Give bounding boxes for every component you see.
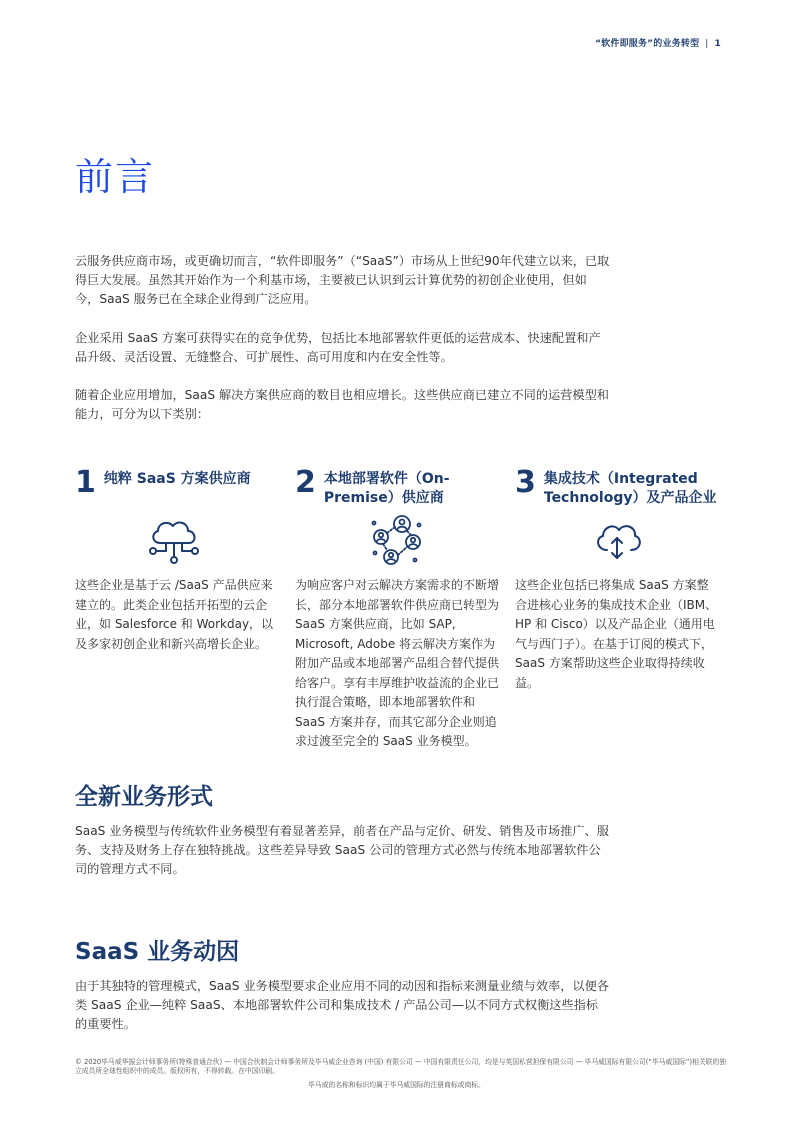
- category-2: [295, 465, 500, 512]
- category-1-text: 这些企业是基于云 /SaaS 产品供应来建立的。此类企业包括开拓型的云企业，如 Salesforce 和 Workday，以及多家初创企业和新兴高增长企业。: [75, 578, 274, 651]
- page-title: 前言: [75, 155, 156, 199]
- intro-paragraph-2: 企业采用 SaaS 方案可获得实在的竞争优势，包括比本地部署软件更低的运营成本、快速配置和产品升级、灵活设置、无缝整合、可扩展性、高可用度和内在安全性等。: [75, 331, 601, 364]
- section-title-new-business: 全新业务形式: [75, 784, 213, 810]
- footer-trademark: 毕马威的名称和标识均属于毕马威国际的注册商标或商标。: [308, 1081, 485, 1089]
- intro-paragraph-3: 随着企业应用增加，SaaS 解决方案供应商的数目也相应增长。这些供应商已建立不同的运营模型和能力，可分为以下类别：: [75, 388, 609, 421]
- header-separator: |: [705, 39, 709, 49]
- category-3-title: 集成技术（Integrated Technology）及产品企业: [543, 471, 717, 506]
- category-1: [75, 465, 280, 512]
- running-header: [595, 36, 721, 49]
- category-3: [515, 465, 720, 512]
- category-2-number: 2: [295, 465, 316, 500]
- people-network-icon: [369, 513, 425, 567]
- category-3-number: 3: [515, 465, 536, 500]
- section-1-paragraph: SaaS 业务模型与传统软件业务模型有着显著差异，前者在产品与定价、研发、销售及市场推广、服务、支持及财务上存在独特挑战。这些差异导致 SaaS 公司的管理方式必然与传统本地部署软件公司的管理方式不同。: [75, 824, 609, 876]
- header-title: “软件即服务”的业务转型: [595, 39, 700, 49]
- cloud-network-icon: [146, 517, 202, 565]
- category-1-title: 纯粹 SaaS 方案供应商: [103, 471, 251, 487]
- page-number: 1: [714, 39, 721, 49]
- category-3-text: 这些企业包括已将集成 SaaS 方案整合进核心业务的集成技术企业（IBM、HP 和 Cisco）以及产品企业（通用电气与西门子）。在基于订阅的模式下，SaaS 方案帮助这些企业取得持续收益。: [515, 578, 718, 690]
- section-2-paragraph: 由于其独特的管理模式，SaaS 业务模型要求企业应用不同的动因和指标来测量业绩与效率，以便各类 SaaS 企业—纯粹 SaaS、本地部署软件公司和集成技术 / 产品公司—以不同方式权衡这些指标的重要性。: [75, 979, 609, 1031]
- category-2-text: 为响应客户对云解决方案需求的不断增长，部分本地部署软件供应商已转型为 SaaS 方案供应商，比如 SAP, Microsoft, Adobe 将云解决方案作为附加产品或本地部署产品组合替代提供给客户。享有丰厚维护收益流的企业已执行混合策略，即本地部署软件和 SaaS 方案并存，而其它部分企业则追求过渡至完全的 SaaS 业务模型。: [295, 578, 500, 748]
- category-2-title: 本地部署软件（On-Premise）供应商: [323, 471, 450, 506]
- category-1-number: 1: [75, 465, 96, 500]
- cloud-sync-icon: [591, 518, 643, 564]
- footer-legal: © 2020毕马威华振会计师事务所(特殊普通合伙) — 中国合伙制会计师事务所及毕马威企业咨询 (中国) 有限公司 — 中国有限责任公司，均是与英国私营担保有限公司 — 毕马威国际有限公司(“毕马威国际”)相关联的独立成员所全球性组织中的成员。版权所有，不得转载。在中国印刷。: [75, 1058, 727, 1075]
- section-title-saas-drivers: SaaS 业务动因: [75, 939, 240, 965]
- intro-paragraph-1: 云服务供应商市场，或更确切而言，“软件即服务”（“SaaS”）市场从上世纪90年代建立以来，已取得巨大发展。虽然其开始作为一个利基市场，主要被已认识到云计算优势的初创企业使用，但如今，SaaS 服务已在全球企业得到广泛应用。: [75, 254, 610, 306]
